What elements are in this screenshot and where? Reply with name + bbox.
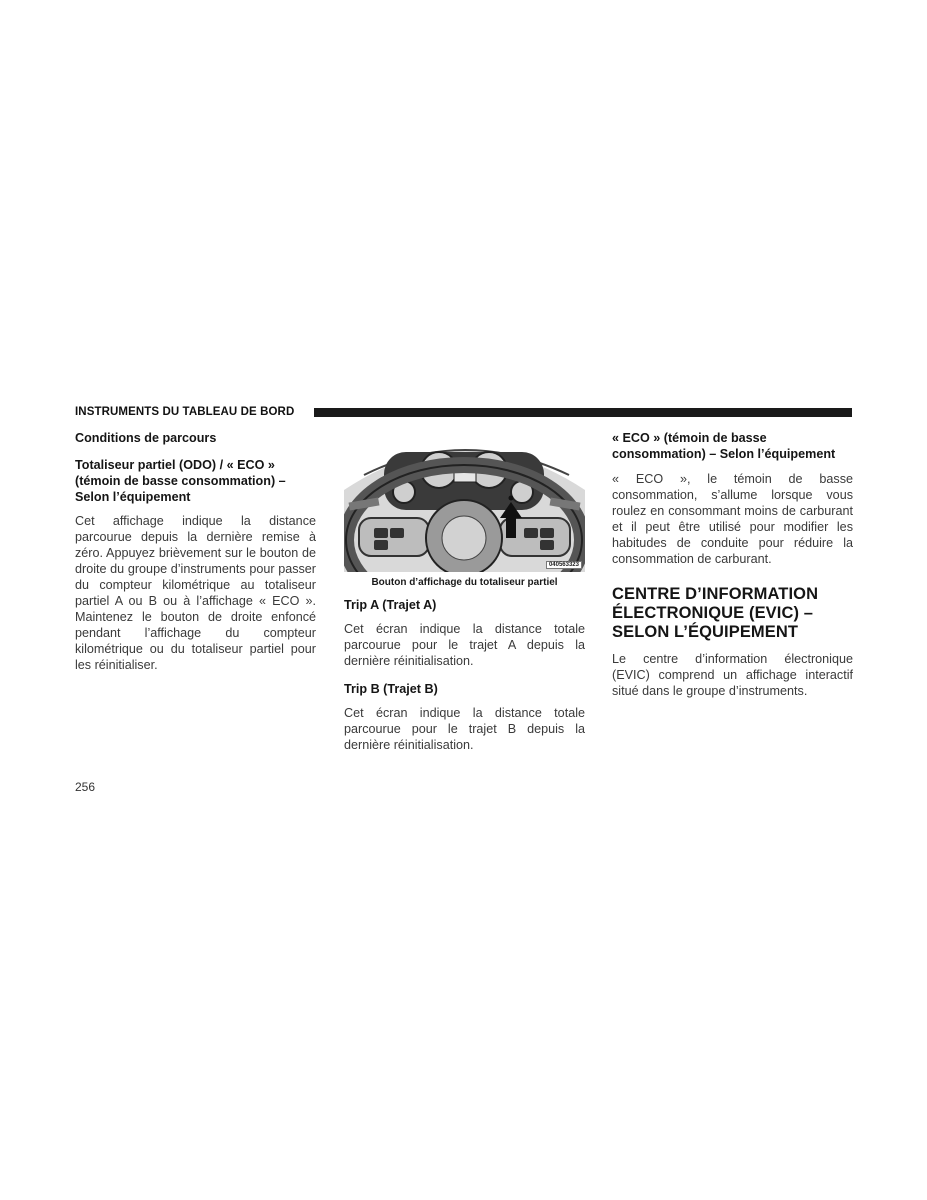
figure-caption: Bouton d’affichage du totaliseur partiel [371,577,558,588]
heading-trip-a: Trip A (Trajet A) [344,598,437,612]
heading-conditions-de-parcours: Conditions de parcours [75,431,217,445]
paragraph-totaliseur: Cet affichage indique la distance parcourue depuis la dernière remise à zéro. Appuyez brièvement sur le bouton de droite du groupe d’instruments pour passer du compteur kilométrique au totaliseur partiel A ou B ou à l’affichage « ECO ». Maintenez le bouton de droite enfoncé pendant l’affichage du compteur kilométrique ou du totaliseur partiel pour les réinitialiser. [75,514,316,672]
header-rule [314,408,852,417]
heading-eco: « ECO » (témoin de basse consommation) – Selon l’équipement [612,431,836,461]
column-right [612,430,853,699]
steering-wheel-figure [344,430,585,572]
section-title-evic: CENTRE D’INFORMATION ÉLECTRONIQUE (EVIC) – SELON L’ÉQUIPEMENT [612,585,819,641]
running-header-title: INSTRUMENTS DU TABLEAU DE BORD [75,406,295,418]
paragraph-trip-b: Cet écran indique la distance totale parcourue pour le trajet B depuis la dernière réinitialisation. [344,706,585,752]
page-number: 256 [75,780,96,794]
steering-wheel-illustration [344,430,585,572]
heading-totaliseur-partiel: Totaliseur partiel (ODO) / « ECO » (témoin de basse consommation) – Selon l’équipement [75,458,286,504]
paragraph-eco: « ECO », le témoin de basse consommation, s’allume lorsque vous roulez en consommant moins de carburant et il peut être utilisé pour modifier les habitudes de conduite pour réduire la consommation de carburant. [612,472,853,566]
column-left [75,430,316,673]
column-middle [344,430,585,753]
heading-trip-b: Trip B (Trajet B) [344,682,438,696]
figure-id-label: 040563323 [546,561,582,569]
paragraph-trip-a: Cet écran indique la distance totale parcourue pour le trajet A depuis la dernière réinitialisation. [344,622,585,668]
paragraph-evic: Le centre d’information électronique (EVIC) comprend un affichage interactif situé dans le groupe d’instruments. [612,652,853,698]
